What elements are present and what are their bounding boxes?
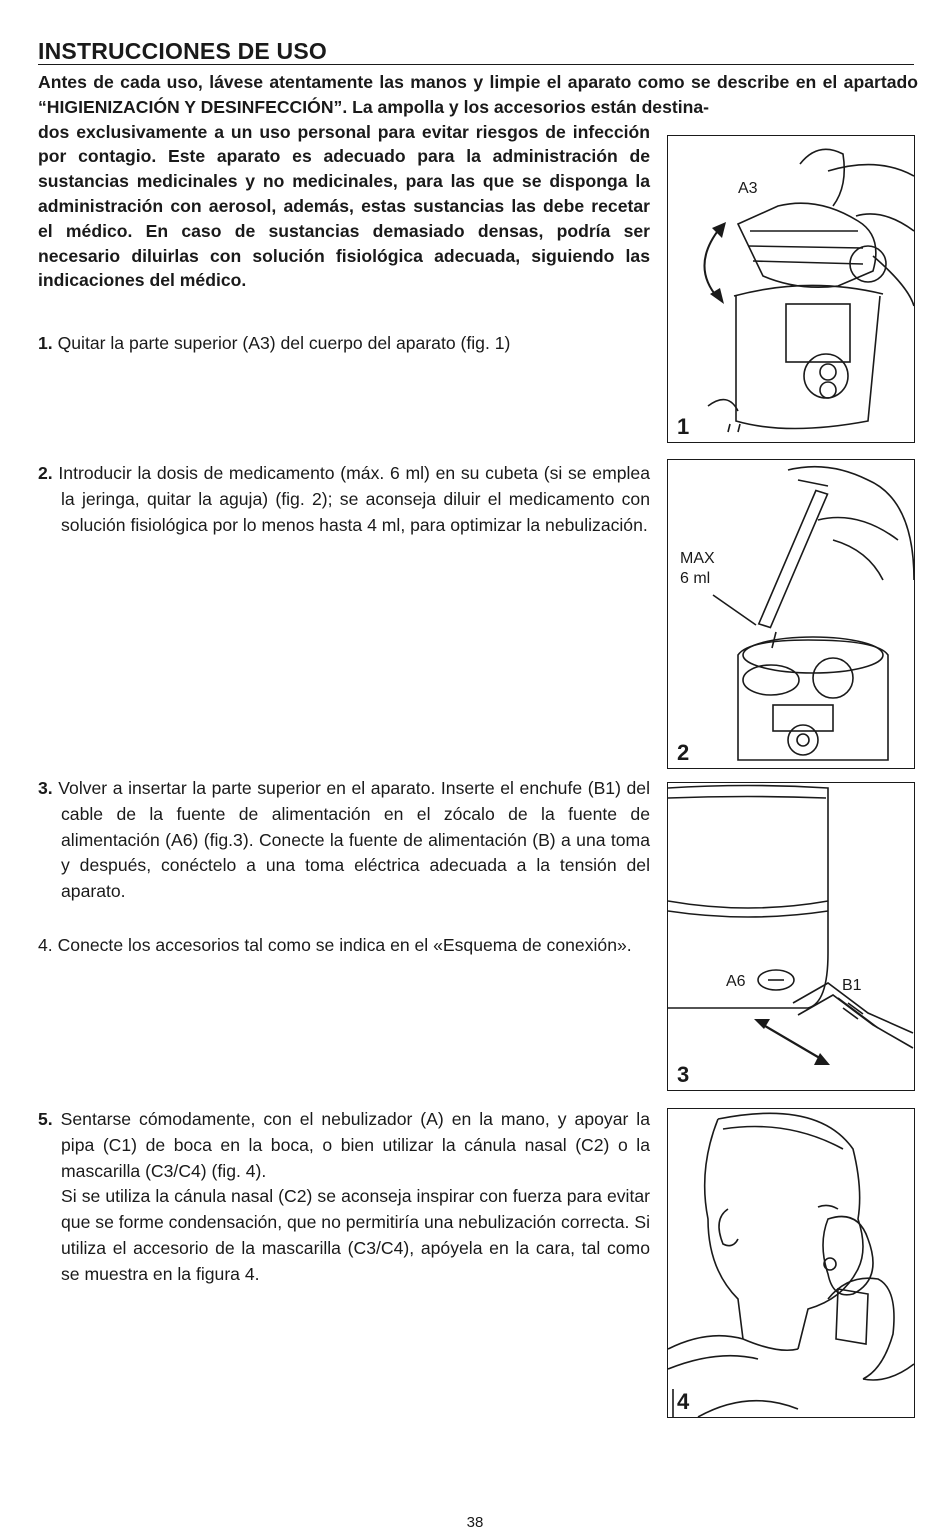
step-5 — [38, 1107, 650, 1288]
step-1 — [38, 331, 650, 357]
label-a6: A6 — [726, 973, 746, 990]
intro-paragraph: dos exclusivamente a un uso personal para evitar riesgos de infección por contagio. Este aparato es adecuado para la administración de sustancias medicinales y no medicinales, para las que se disponga la administración con aerosol, además, estas sustancias las debe recetar el médico. En caso de sustancias demasiado densas, podría ser necesario diluirlas con solución fisiológica adecuada, siguiendo las indicaciones del médico. — [38, 121, 650, 291]
page-title: INSTRUCCIONES DE USO — [38, 38, 914, 65]
step-text: Introducir la dosis de medicamento (máx. 6 ml) en su cubeta (si se emplea la jeringa, quitar la aguja) (fig. 2); se aconseja diluir el medicamento con solución fisiológica por lo menos hasta 4 ml, para optimizar la nebulización. — [58, 463, 650, 535]
step-number: 2. — [38, 463, 53, 483]
label-6ml: 6 ml — [680, 570, 711, 587]
figure-number: 1 — [677, 414, 690, 439]
intro-paragraph-line1: Antes de cada uso, lávese atentamente las manos y limpie el aparato como se describe en el apartado “HIGIENIZACIÓN Y DESINFECCIÓN”. La ampolla y los accesorios están destina- — [38, 72, 918, 117]
label-max: MAX — [680, 550, 715, 567]
figure-3 — [667, 782, 915, 1091]
page-number: 38 — [466, 1514, 484, 1531]
step-text: Conecte los accesorios tal como se indica en el «Esquema de conexión». — [57, 935, 632, 955]
step-text: Volver a insertar la parte superior en el aparato. Inserte el enchufe (B1) del cable de la fuente de alimentación en el zócalo de la fuente de alimentación (A6) (fig.3). Conecte la fuente de alimentación (B) a una toma y después, conéctelo a una toma eléctrica adecuada a la tensión del aparato. — [58, 778, 650, 902]
label-a3: A3 — [738, 180, 758, 197]
nebulizer-top-removal-illustration — [668, 136, 914, 442]
figure-2 — [667, 459, 915, 769]
step-3 — [38, 776, 650, 905]
step-text-continued: Si se utiliza la cánula nasal (C2) se aconseja inspirar con fuerza para evitar que se forme condensación, que no permitiría una nebulización correcta. Si utiliza el accesorio de la mascarilla (C3/C4), apóyela en la cara, tal como se muestra en la figura 4. — [61, 1186, 650, 1284]
step-number: 5. — [38, 1109, 53, 1129]
step-number: 4. — [38, 935, 53, 955]
step-number: 3. — [38, 778, 53, 798]
figure-1 — [667, 135, 915, 443]
figure-number: 2 — [677, 740, 690, 765]
label-b1: B1 — [842, 977, 862, 994]
step-2 — [38, 461, 650, 538]
step-4 — [38, 933, 650, 959]
power-plug-illustration — [668, 783, 914, 1090]
syringe-filling-illustration — [668, 460, 914, 768]
step-text: Sentarse cómodamente, con el nebulizador (A) en la mano, y apoyar la pipa (C1) de boca en la boca, o bien utilizar la cánula nasal (C2) o la mascarilla (C3/C4) (fig. 4). — [60, 1109, 650, 1181]
figure-number: 3 — [677, 1062, 690, 1087]
step-number: 1. — [38, 333, 53, 353]
person-using-mask-illustration — [668, 1109, 914, 1417]
step-text: Quitar la parte superior (A3) del cuerpo del aparato (fig. 1) — [57, 333, 511, 353]
figure-number: 4 — [677, 1389, 690, 1414]
figure-4 — [667, 1108, 915, 1418]
